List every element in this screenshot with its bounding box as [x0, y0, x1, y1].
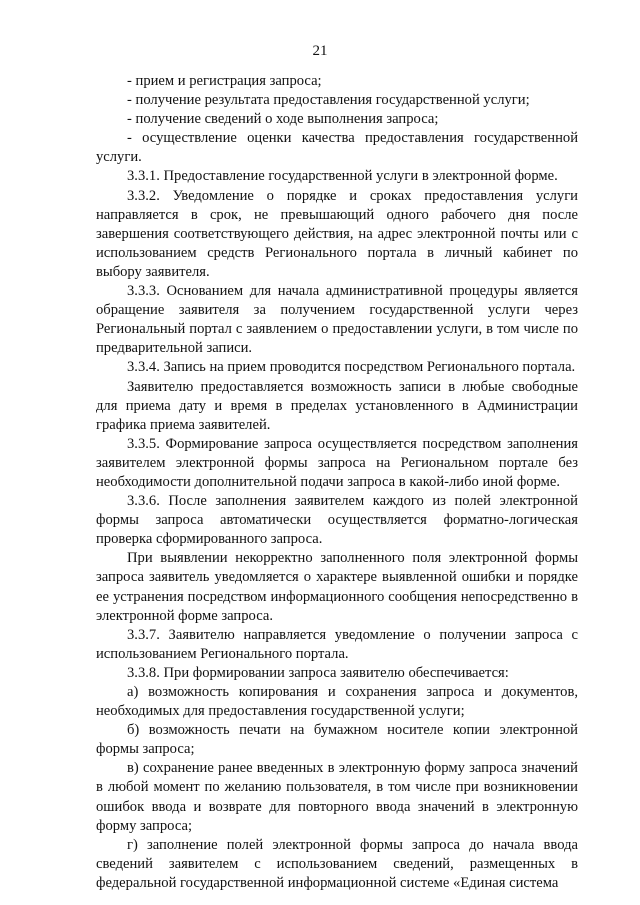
- paragraph-3-3-5: 3.3.5. Формирование запроса осуществляется посредством заполнения заявителем электронной формы запроса на Региональном портале без необходимости дополнительной подачи запроса в какой-либо иной форме.: [96, 435, 578, 490]
- paragraph-list-item: - получение результата предоставления государственной услуги;: [127, 92, 530, 109]
- document-body: [96, 72, 578, 893]
- paragraph-list-item: - получение сведений о ходе выполнения запроса;: [127, 111, 439, 128]
- paragraph-3-3-7: 3.3.7. Заявителю направляется уведомление о получении запроса с использованием Регионального портала.: [96, 626, 578, 662]
- page-number: 21: [312, 43, 328, 59]
- paragraph-3-3-6: 3.3.6. После заполнения заявителем каждого из полей электронной формы запроса автоматически осуществляется форматно-логическая проверка сформированного запроса.: [96, 493, 578, 548]
- paragraph-list-item: - прием и регистрация запроса;: [127, 73, 322, 89]
- paragraph-error-notice: При выявлении некорректно заполненного поля электронной формы запроса заявитель уведомляется о характере выявленной ошибки и порядке ее устранения посредством информационного сообщения непосредственно в электронной форме запроса.: [96, 550, 578, 624]
- paragraph-appointment: Заявителю предоставляется возможность записи в любые свободные для приема дату и время в пределах установленного в Администрации графика приема заявителей.: [96, 378, 578, 433]
- paragraph-3-3-1: 3.3.1. Предоставление государственной услуги в электронной форме.: [127, 168, 558, 185]
- paragraph-3-3-8: 3.3.8. При формировании запроса заявителю обеспечивается:: [127, 664, 509, 681]
- paragraph-3-3-2: 3.3.2. Уведомление о порядке и сроках предоставления услуги направляется в срок, не превышающий одного рабочего дня после завершения соответствующего действия, на адрес электронной почты или с использованием средств Регионального портала в личный кабинет по выбору заявителя.: [96, 187, 578, 280]
- paragraph-item-v: в) сохранение ранее введенных в электронную форму запроса значений в любой момент по желанию пользователя, в том числе при возникновении ошибок ввода и возврате для повторного ввода значений в электронную форму запроса;: [96, 760, 578, 834]
- paragraph-item-a: а) возможность копирования и сохранения запроса и документов, необходимых для предоставления государственной услуги;: [96, 684, 578, 720]
- paragraph-item-g: г) заполнение полей электронной формы запроса до начала ввода сведений заявителем с использованием сведений, размещенных в федеральной государственной информационной системе «Единая система: [96, 836, 578, 891]
- paragraph-item-b: б) возможность печати на бумажном носителе копии электронной формы запроса;: [96, 722, 578, 758]
- paragraph-3-3-3: 3.3.3. Основанием для начала административной процедуры является обращение заявителя за получением государственной услуги через Региональный портал с заявлением о предоставлении услуги, в том числе по предварительной записи.: [96, 283, 578, 357]
- paragraph-list-item: - осуществление оценки качества предоставления государственной услуги.: [96, 130, 578, 166]
- paragraph-3-3-4: 3.3.4. Запись на прием проводится посредством Регионального портала.: [127, 359, 576, 376]
